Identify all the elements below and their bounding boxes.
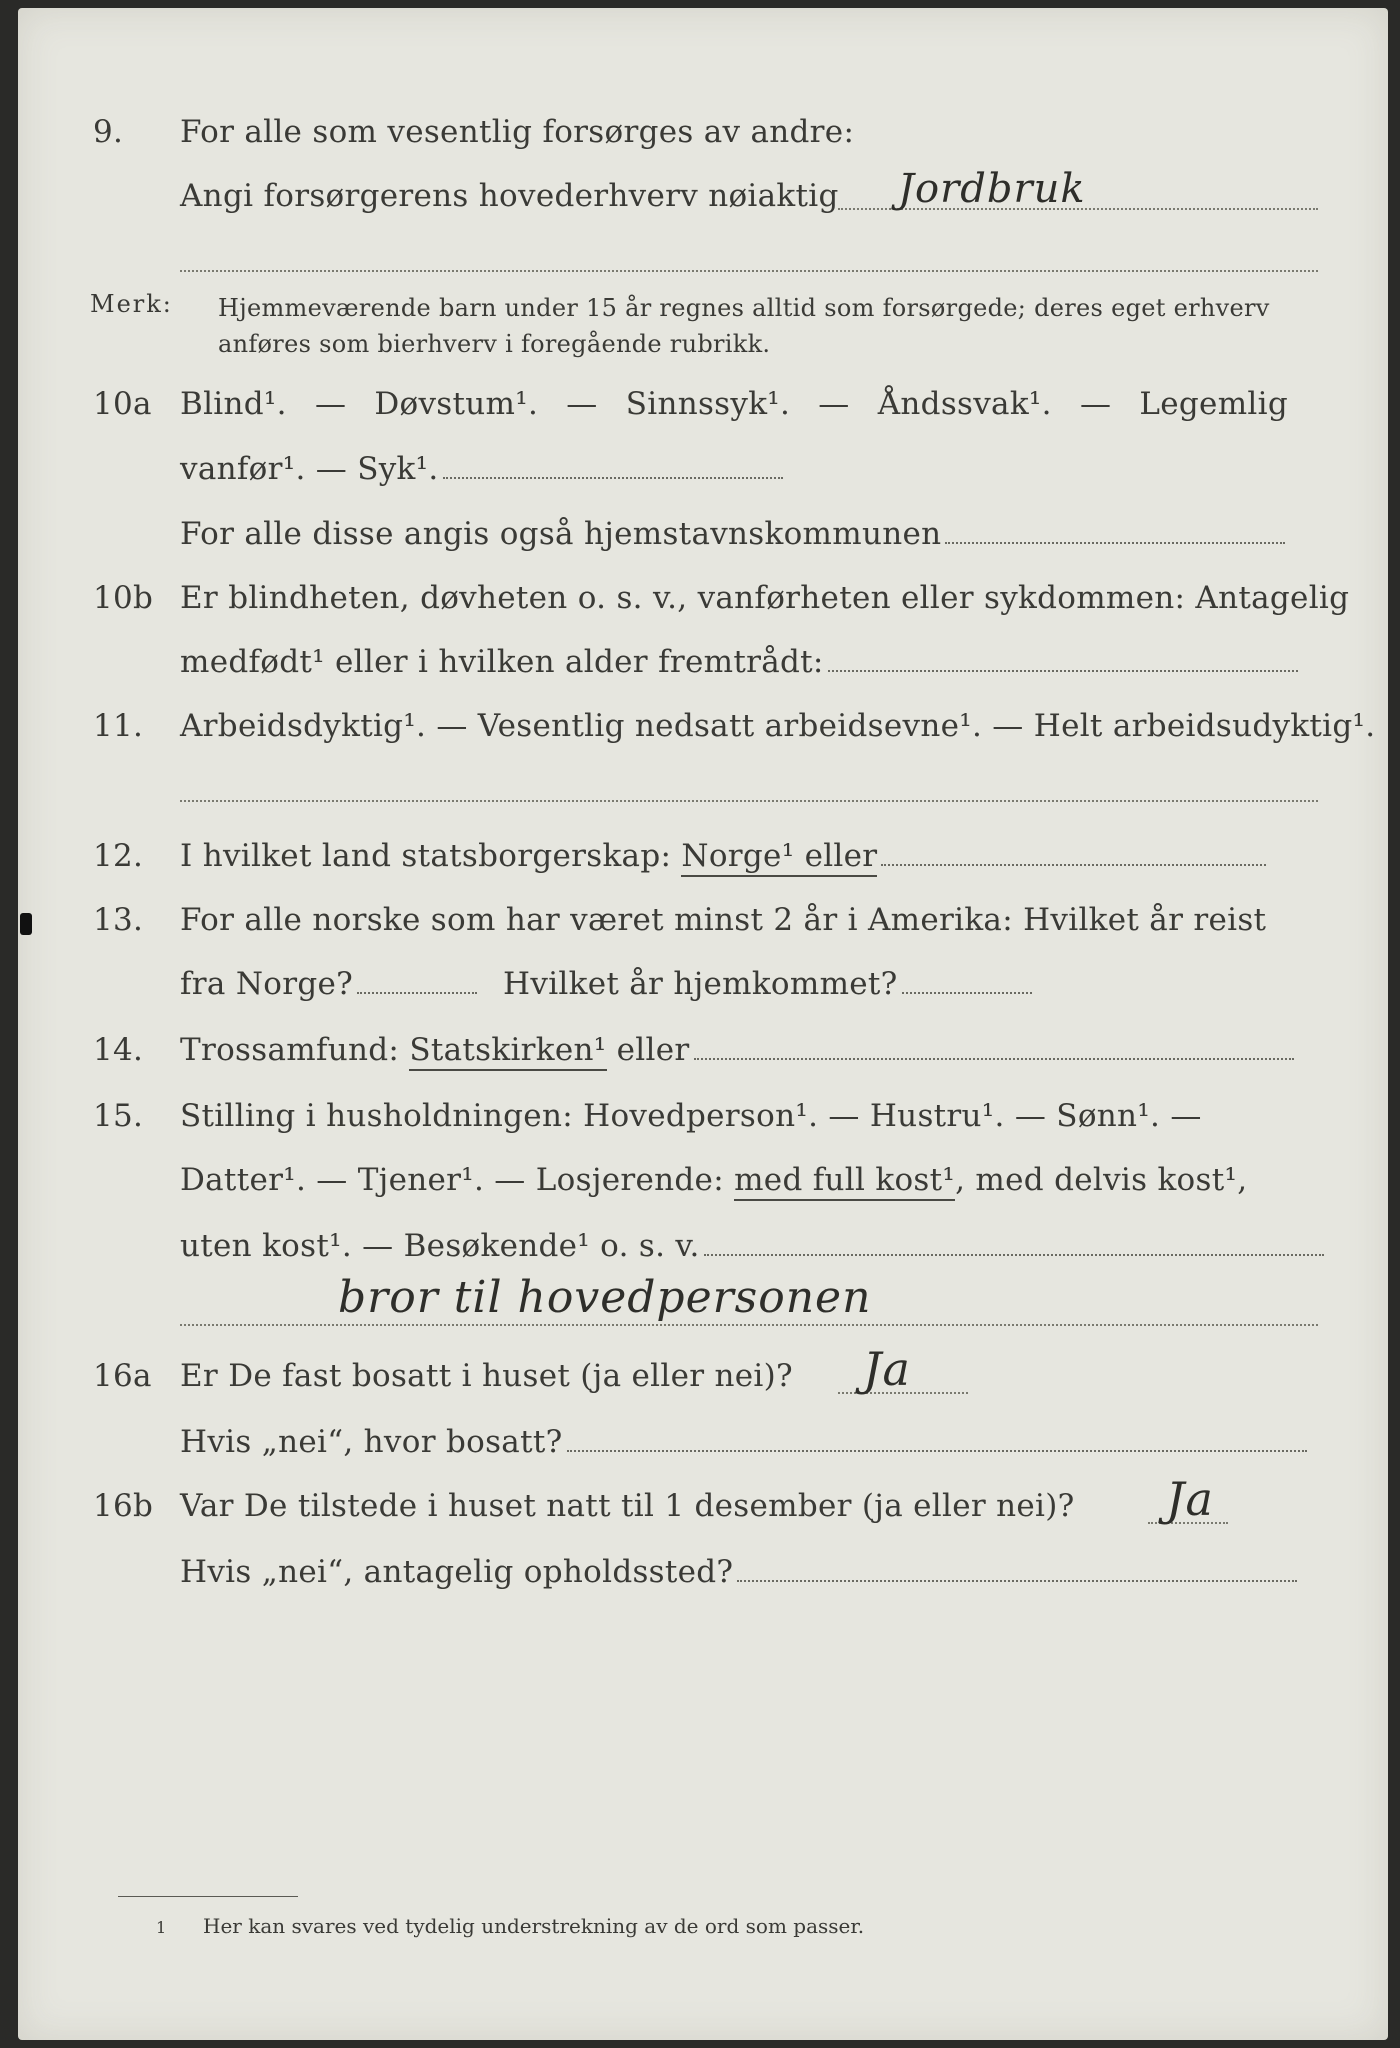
q14-line-wrap [180,1032,1294,1068]
q14-selected-statskirken[interactable]: Statskirken¹ [409,1032,606,1071]
q16a-line1: Er De fast bosatt i huset (ja eller nei)? [180,1358,793,1394]
q13-line2a: fra Norge? [180,966,354,1002]
q10a-line2-wrap [180,451,783,487]
q15-number: 15. [93,1098,144,1134]
q15-line3: uten kost¹. — Besøkende¹ o. s. v. [180,1228,700,1264]
q16b-line1: Var De tilstede i huset natt til 1 desember (ja eller nei)? [180,1488,1075,1524]
merk-label: Merk: [90,290,173,318]
q10a-line3: For alle disse angis også hjemstavnskommunen [180,516,942,552]
footnote-mark: 1 [156,1918,167,1937]
census-form-page [18,8,1388,2040]
q16b-number: 16b [93,1488,154,1524]
q9-line1: For alle som vesentlig forsørges av andre: [180,114,855,150]
binding-mark [20,913,32,935]
q13-hjemkommet-fill[interactable] [902,991,1032,994]
dash: — [818,386,850,422]
q14-suffix: eller [616,1032,690,1068]
option-andssvak[interactable]: Åndssvak¹. [877,386,1052,422]
q16b-line2-wrap [180,1554,1297,1590]
dash: — [1079,386,1112,422]
q13-line2b: Hvilket år hjemkommet? [503,966,898,1002]
q14-fill[interactable] [694,1057,1294,1060]
merk-line1: Hjemmeværende barn under 15 år regnes alltid som forsørgede; deres eget erhverv [218,294,1270,322]
q15-line3-fill[interactable] [704,1253,1324,1256]
q15-line2b: , med delvis kost¹, [955,1162,1248,1198]
q10a-number: 10a [93,386,152,422]
q10b-line1: Er blindheten, døvheten o. s. v., vanførheten eller sykdommen: Antagelig [180,580,1350,616]
q9-answer[interactable]: Jordbruk [898,166,1086,212]
q16b-line2-fill[interactable] [737,1579,1297,1582]
option-dovstum[interactable]: Døvstum¹. [374,386,539,422]
q15-selected-full-kost[interactable]: med full kost¹ [734,1162,955,1201]
footnote-text: Her kan svares ved tydelig understrekning av de ord som passer. [203,1914,865,1938]
q16b-answer[interactable]: Ja [1166,1472,1214,1526]
q10a-line1 [180,386,1288,422]
q12-line-wrap [180,838,1266,874]
q16b-line2: Hvis „nei“, antagelig opholdssted? [180,1554,734,1590]
q15-answer-line [180,1324,1318,1326]
q12-fill[interactable] [881,863,1266,866]
q16a-number: 16a [93,1358,152,1394]
q13-line1: For alle norske som har været minst 2 år i Amerika: Hvilket år reist [180,902,1267,938]
q14-prefix: Trossamfund: [180,1032,400,1068]
footnote-rule [118,1896,298,1897]
q10b-number: 10b [93,580,154,616]
q12-selected-norge[interactable]: Norge¹ eller [681,838,877,877]
q13-reist-fill[interactable] [357,991,477,994]
q16a-line2: Hvis „nei“, hvor bosatt? [180,1424,563,1460]
q15-line1: Stilling i husholdningen: Hovedperson¹. — Hustru¹. — Sønn¹. — [180,1098,1202,1134]
q10a-line2-fill[interactable] [443,476,783,479]
q14-number: 14. [93,1032,144,1068]
q9-number: 9. [93,114,124,150]
q16a-line2-wrap [180,1424,1307,1460]
q10a-line3-wrap [180,516,1285,552]
q10b-line2-wrap [180,644,1298,680]
q15-line2a: Datter¹. — Tjener¹. — Losjerende: [180,1162,724,1198]
dash: — [314,386,347,422]
q11-line1[interactable]: Arbeidsdyktig¹. — Vesentlig nedsatt arbeidsevne¹. — Helt arbeidsudyktig¹. [180,708,1376,744]
q12-prefix: I hvilket land statsborgerskap: [180,838,672,874]
q10b-line2-fill[interactable] [828,669,1298,672]
merk-line2: anføres som bierhverv i foregående rubrikk. [218,330,771,358]
dash: — [566,386,598,422]
q15-answer[interactable]: bror til hovedpersonen [338,1272,872,1323]
q15-line3-wrap [180,1228,1324,1264]
option-sinnssyk[interactable]: Sinnssyk¹. [625,386,791,422]
q16a-line2-fill[interactable] [567,1449,1307,1452]
q13-number: 13. [93,902,144,938]
q10b-line2: medfødt¹ eller i hvilken alder fremtrådt: [180,644,824,680]
q12-number: 12. [93,838,144,874]
option-blind[interactable]: Blind¹. [180,386,287,422]
q11-number: 11. [93,708,144,744]
q9-line2: Angi forsørgerens hovederhverv nøiaktig [180,178,839,214]
q15-line2-wrap [180,1162,1247,1198]
q16a-answer[interactable]: Ja [863,1342,911,1396]
q13-line2-wrap [180,966,1032,1002]
q10a-line3-fill[interactable] [945,541,1285,544]
option-legemlig[interactable]: Legemlig [1139,386,1288,422]
q10a-line2: vanfør¹. — Syk¹. [180,451,439,487]
q11-blank-line [180,800,1318,802]
q9-blank-line [180,270,1318,272]
